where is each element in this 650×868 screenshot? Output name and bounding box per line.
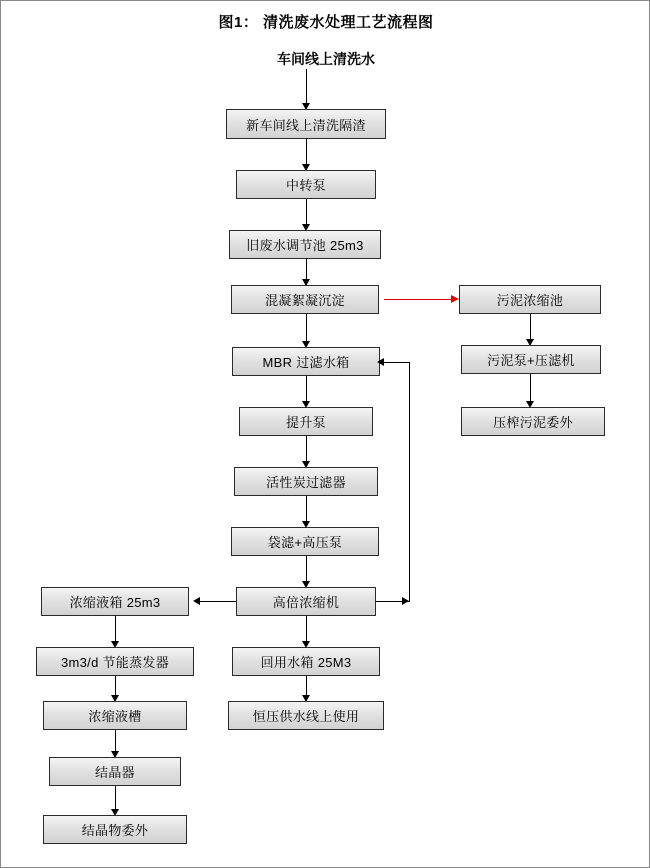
node-sludge-thickening-tank[interactable]: 污泥浓缩池 [459,285,601,314]
node-bag-filter-high-pressure-pump[interactable]: 袋滤+高压泵 [231,527,379,556]
connector-n9-to-l1 [196,601,236,602]
connector-loop-vertical [409,362,410,602]
node-lift-pump[interactable]: 提升泵 [239,407,373,436]
node-transfer-pump[interactable]: 中转泵 [236,170,376,199]
page-title: 图1： 清洗废水处理工艺流程图 [218,14,434,31]
arrowhead-n4-to-sludge-tank [451,295,459,303]
node-high-multiple-concentrator[interactable]: 高倍浓缩机 [236,587,376,616]
node-coagulation-sedimentation[interactable]: 混凝絮凝沉淀 [231,285,379,314]
node-crystal-outsourced[interactable]: 结晶物委外 [43,815,187,844]
arrowhead-n9-to-loop [402,597,409,605]
arrowhead-n9-to-l1 [193,597,200,605]
node-reuse-water-tank[interactable]: 回用水箱 25M3 [232,647,380,676]
arrowhead-loop-to-n5 [377,358,384,366]
node-concentrate-trough[interactable]: 浓缩液槽 [43,701,187,730]
node-pressed-sludge-outsourced[interactable]: 压榨污泥委外 [461,407,605,436]
node-crystallizer[interactable]: 结晶器 [49,757,181,786]
node-mbr-filter-tank[interactable]: MBR 过滤水箱 [232,347,380,376]
node-new-workshop-deslag[interactable]: 新车间线上清洗隔渣 [226,109,386,139]
source-label: 车间线上清洗水 [277,51,375,67]
node-sludge-pump-filter-press[interactable]: 污泥泵+压滤机 [461,345,601,374]
node-constant-pressure-supply[interactable]: 恒压供水线上使用 [228,701,384,730]
node-activated-carbon-filter[interactable]: 活性炭过滤器 [234,467,378,496]
connector-n4-to-sludge-tank [384,299,454,300]
node-old-wastewater-tank[interactable]: 旧废水调节池 25m3 [229,230,381,259]
connector-loop-to-n5 [381,362,410,363]
node-concentrate-tank[interactable]: 浓缩液箱 25m3 [41,587,189,616]
connector-source-to-n1 [306,69,307,107]
node-energy-saving-evaporator[interactable]: 3m3/d 节能蒸发器 [36,647,194,676]
